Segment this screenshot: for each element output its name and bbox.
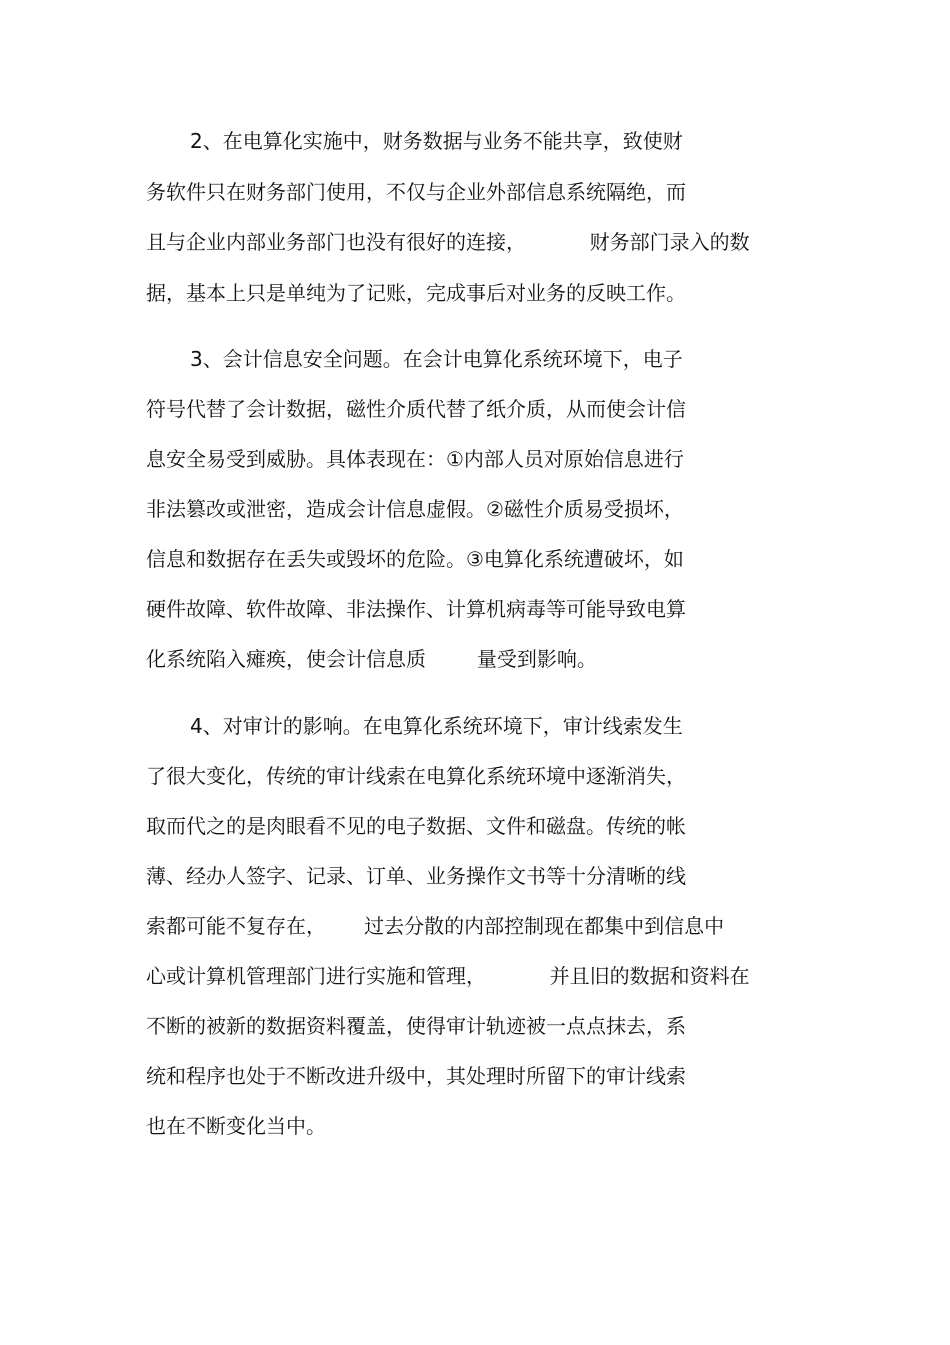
paragraph-3-line-7: 不断的被新的数据资料覆盖，使得审计轨迹被一点点抹去，系 — [146, 1014, 686, 1038]
paragraph-2-line-7: 化系统陷入瘫痪，使会计信息质 量受到影响。 — [146, 647, 597, 671]
paragraph-2-line-2: 符号代替了会计数据，磁性介质代替了纸介质，从而使会计信 — [146, 397, 686, 421]
paragraph-2-line-3: 息安全易受到威胁。具体表现在：①内部人员对原始信息进行 — [146, 447, 684, 471]
paragraph-3-line-2: 了很大变化，传统的审计线索在电算化系统环境中逐渐消失， — [146, 764, 686, 788]
paragraph-1-line-3: 且与企业内部业务部门也没有很好的连接， 财务部门录入的数 — [146, 230, 750, 254]
paragraph-1-line-2: 务软件只在财务部门使用，不仅与企业外部信息系统隔绝，而 — [146, 180, 686, 204]
paragraph-2-line-6: 硬件故障、软件故障、非法操作、计算机病毒等可能导致电算 — [146, 597, 686, 621]
paragraph-1-line-4: 据，基本上只是单纯为了记账，完成事后对业务的反映工作。 — [146, 281, 686, 305]
paragraph-2-line-4: 非法篡改或泄密，造成会计信息虚假。②磁性介质易受损坏， — [146, 497, 684, 521]
paragraph-3-line-4: 薄、经办人签字、记录、订单、业务操作文书等十分清晰的线 — [146, 864, 686, 888]
paragraph-3-line-9: 也在不断变化当中。 — [146, 1114, 326, 1138]
paragraph-3-line-6: 心或计算机管理部门进行实施和管理， 并且旧的数据和资料在 — [146, 964, 750, 988]
paragraph-3-line-5: 索都可能不复存在， 过去分散的内部控制现在都集中到信息中 — [146, 914, 725, 938]
paragraph-2-line-5: 信息和数据存在丢失或毁坏的危险。③电算化系统遭破坏，如 — [146, 547, 684, 571]
paragraph-3-line-8: 统和程序也处于不断改进升级中，其处理时所留下的审计线索 — [146, 1064, 686, 1088]
paragraph-2-line-1: 3、会计信息安全问题。在会计电算化系统环境下，电子 — [190, 347, 683, 371]
paragraph-3-line-3: 取而代之的是肉眼看不见的电子数据、文件和磁盘。传统的帐 — [146, 814, 686, 838]
paragraph-3-line-1: 4、对审计的影响。在电算化系统环境下，审计线索发生 — [190, 714, 683, 738]
paragraph-1-line-1: 2、在电算化实施中，财务数据与业务不能共享，致使财 — [190, 129, 683, 153]
